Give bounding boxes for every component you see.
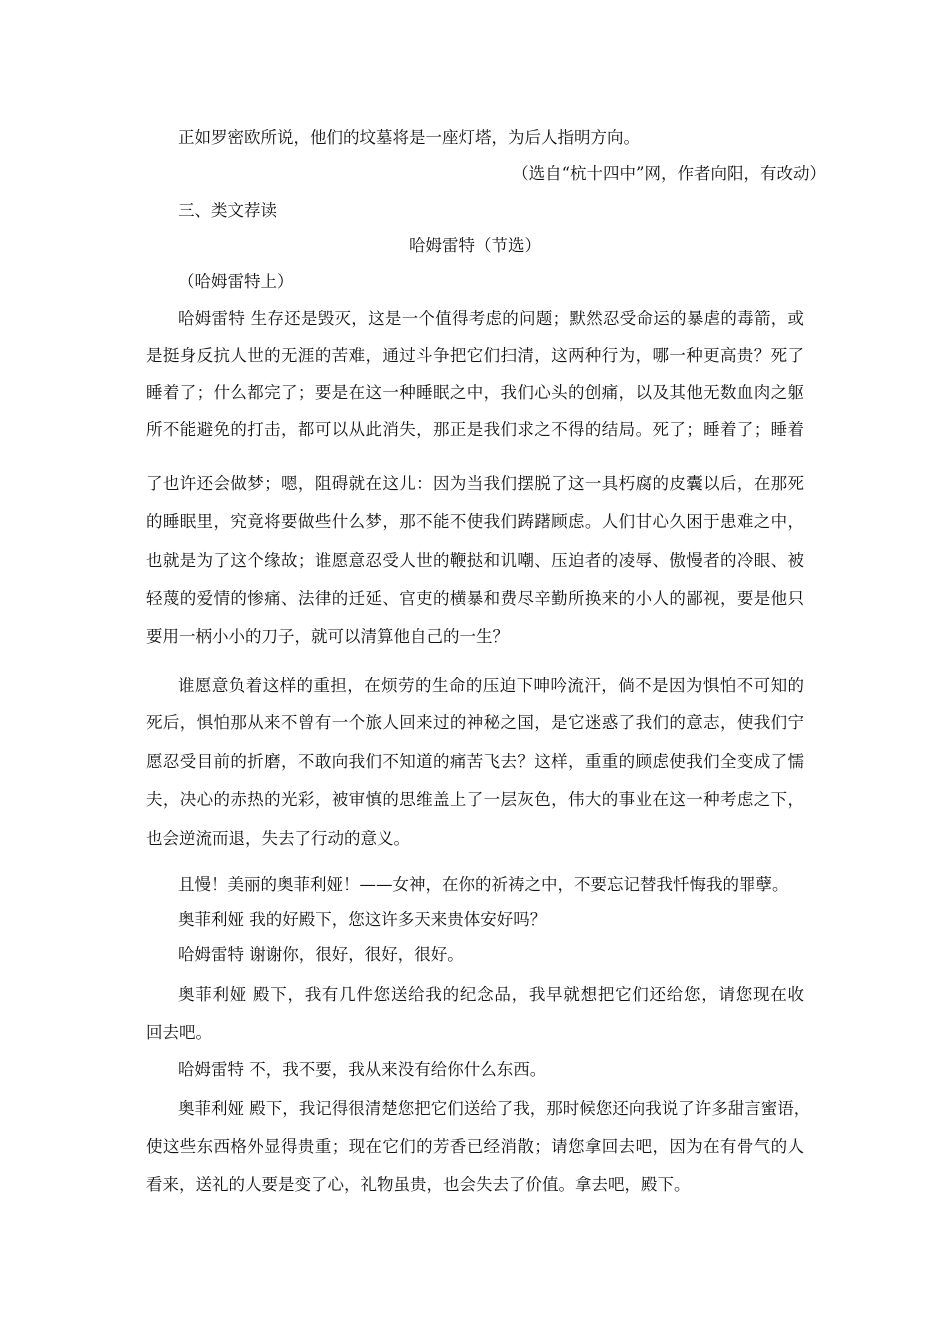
para1-line: 所不能避免的打击，都可以从此消失，那正是我们求之不得的结局。死了；睡着了；睡着 (146, 420, 804, 439)
para5-line: 哈姆雷特 谢谢你，很好，很好，很好。 (178, 945, 464, 964)
article-title: 哈姆雷特（节选） (409, 236, 541, 255)
para8-line: 使这些东西格外显得贵重；现在它们的芳香已经消散；请您拿回去吧，因为在有骨气的人 (146, 1137, 804, 1156)
para6-line: 奥菲利娅 殿下，我有几件您送给我的纪念品，我早就想把它们还给您，请您现在收 (178, 985, 804, 1004)
scene-note: （哈姆雷特上） (178, 272, 294, 291)
para1-line: 了也许还会做梦；嗯，阻碍就在这儿：因为当我们摆脱了这一具朽腐的皮囊以后，在那死 (146, 474, 804, 493)
para8-line: 奥菲利娅 殿下，我记得很清楚您把它们送给了我，那时候您还向我说了许多甜言蜜语， (178, 1099, 811, 1118)
para2-line: 也会逆流而退，失去了行动的意义。 (146, 829, 410, 848)
para3-line: 且慢！美丽的奥菲利娅！——女神，在你的祈祷之中，不要忘记替我忏悔我的罪孽。 (178, 875, 789, 894)
para6-line: 回去吧。 (146, 1023, 212, 1042)
para1-line: 睡着了；什么都完了；要是在这一种睡眠之中，我们心头的创痛，以及其他无数血肉之躯 (146, 383, 804, 402)
section-heading: 三、类文荐读 (178, 201, 277, 220)
para2-line: 谁愿意负着这样的重担，在烦劳的生命的压迫下呻吟流汗，倘不是因为惧怕不可知的 (178, 676, 804, 695)
para2-line: 死后，惧怕那从来不曾有一个旅人回来过的神秘之国，是它迷惑了我们的意志，使我们宁 (146, 713, 804, 732)
para4-line: 奥菲利娅 我的好殿下，您这许多天来贵体安好吗？ (178, 910, 547, 929)
para2-line: 愿忍受目前的折磨，不敢向我们不知道的痛苦飞去？这样，重重的顾虑使我们全变成了懦 (146, 752, 804, 771)
para1-line: 轻蔑的爱情的惨痛、法律的迁延、官吏的横暴和费尽辛勤所换来的小人的鄙视，要是他只 (146, 589, 804, 608)
para1-line: 也就是为了这个缘故；谁愿意忍受人世的鞭挞和讥嘲、压迫者的凌辱、傲慢者的冷眼、被 (146, 551, 804, 570)
intro-line: 正如罗密欧所说，他们的坟墓将是一座灯塔，为后人指明方向。 (178, 128, 640, 147)
source-note: （选自“杭十四中”网，作者向阳，有改动） (512, 164, 826, 183)
para7-line: 哈姆雷特 不，我不要，我从来没有给你什么东西。 (178, 1060, 547, 1079)
para1-line: 是挺身反抗人世的无涯的苦难，通过斗争把它们扫清，这两种行为，哪一种更高贵？死了 (146, 346, 804, 365)
para1-line: 的睡眠里，究竟将要做些什么梦，那不能不使我们踌躇顾虑。人们甘心久困于患难之中， (146, 512, 804, 531)
para1-line: 要用一柄小小的刀子，就可以清算他自己的一生？ (146, 627, 509, 646)
para2-line: 夫，决心的赤热的光彩，被审慎的思维盖上了一层灰色，伟大的事业在这一种考虑之下， (146, 790, 804, 809)
para1-line: 哈姆雷特 生存还是毁灭，这是一个值得考虑的问题；默然忍受命运的暴虐的毒箭，或 (178, 309, 804, 328)
para8-line: 看来，送礼的人要是变了心，礼物虽贵，也会失去了价值。拿去吧，殿下。 (146, 1175, 691, 1194)
